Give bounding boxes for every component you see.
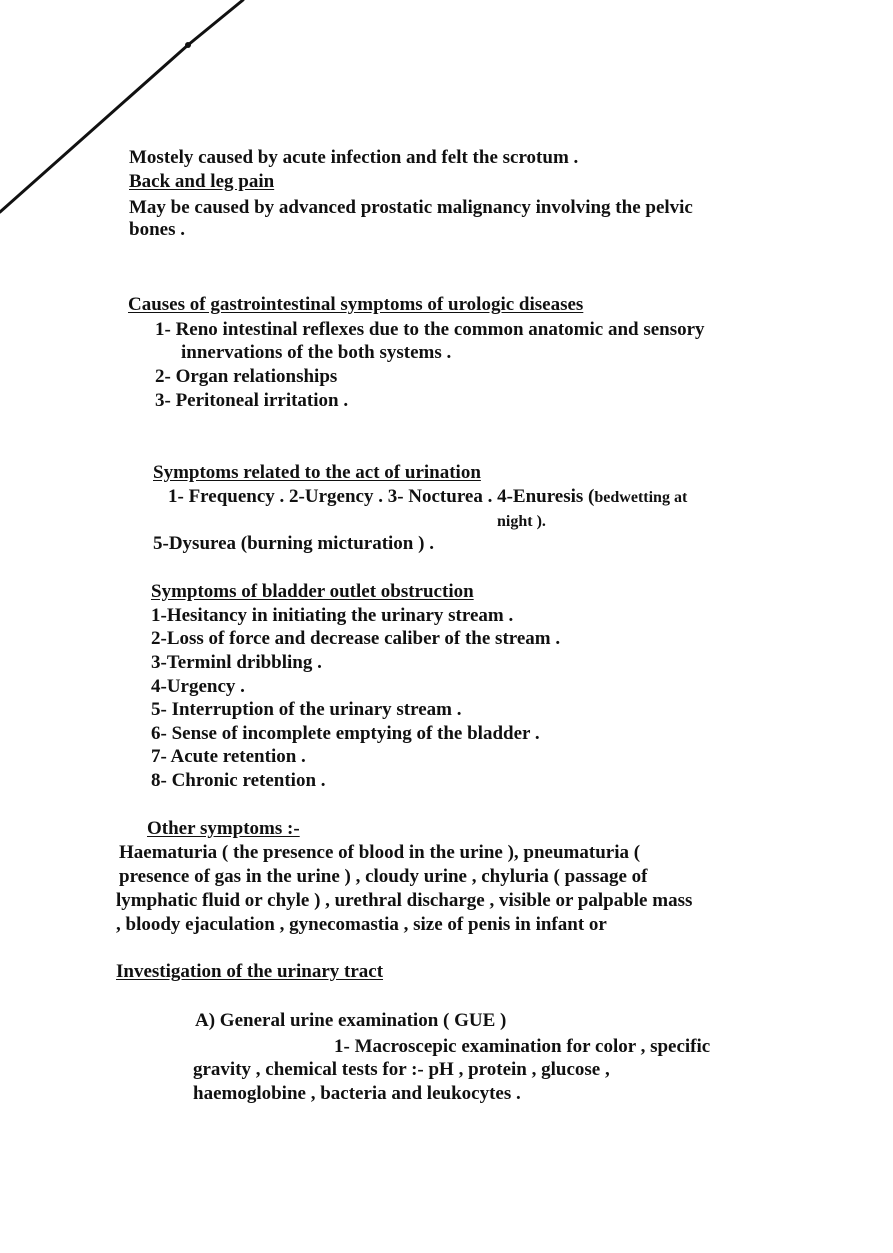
obstruction-item-7: 7- Acute retention . (151, 746, 306, 767)
gastro-item-1-line1: 1- Reno intestinal reflexes due to the common anatomic and sensory (155, 319, 705, 340)
obstruction-item-4: 4-Urgency . (151, 676, 245, 697)
investigation-heading: Investigation of the urinary tract (116, 961, 384, 982)
urination-line1 (168, 486, 687, 509)
other-symptoms-line2: presence of gas in the urine ) , cloudy urine , chyluria ( passage of (119, 866, 648, 887)
obstruction-item-8: 8- Chronic retention . (151, 770, 326, 791)
urination-line2: 5-Dysurea (burning micturation ) . (153, 533, 434, 554)
diagonal-pen-stroke (0, 0, 260, 230)
other-symptoms-line1: Haematuria ( the presence of blood in the urine ), pneumaturia ( (119, 842, 641, 863)
back-pain-text-line1: May be caused by advanced prostatic malignancy involving the pelvic (129, 197, 693, 218)
urination-line1-main: 1- Frequency . 2-Urgency . 3- Nocturea . 4-Enuresis ( (168, 486, 595, 507)
gastro-item-2: 2- Organ relationships (155, 366, 338, 387)
other-symptoms-line3: lymphatic fluid or chyle ) , urethral discharge , visible or palpable mass (116, 890, 693, 911)
back-pain-text-line2: bones . (129, 219, 185, 240)
gastro-item-3: 3- Peritoneal irritation . (155, 390, 349, 411)
other-symptoms-heading: Other symptoms :- (147, 818, 300, 839)
obstruction-item-3: 3-Terminl dribbling . (151, 652, 322, 673)
gastro-item-1-line2: innervations of the both systems . (181, 342, 452, 363)
obstruction-item-5: 5- Interruption of the urinary stream . (151, 699, 462, 720)
obstruction-item-6: 6- Sense of incomplete emptying of the bladder . (151, 723, 540, 744)
gue-line3: haemoglobine , bacteria and leukocytes . (193, 1083, 521, 1104)
other-symptoms-line4: , bloody ejaculation , gynecomastia , size of penis in infant or (116, 914, 607, 935)
gue-line1: 1- Macroscepic examination for color , specific (334, 1036, 711, 1057)
urination-line1-small: bedwetting at (594, 489, 688, 506)
gue-subheading: A) General urine examination ( GUE ) (195, 1010, 507, 1031)
gue-line2: gravity , chemical tests for :- pH , protein , glucose , (193, 1059, 610, 1080)
obstruction-item-1: 1-Hesitancy in initiating the urinary stream . (151, 605, 514, 626)
urination-heading: Symptoms related to the act of urination (153, 462, 481, 483)
obstruction-heading: Symptoms of bladder outlet obstruction (151, 581, 474, 602)
back-leg-pain-heading: Back and leg pain (129, 171, 275, 192)
gastro-heading: Causes of gastrointestinal symptoms of urologic diseases (128, 294, 584, 315)
intro-line: Mostely caused by acute infection and felt the scrotum . (129, 147, 579, 168)
urination-line1-end: night ). (497, 513, 546, 530)
obstruction-item-2: 2-Loss of force and decrease caliber of the stream . (151, 628, 561, 649)
